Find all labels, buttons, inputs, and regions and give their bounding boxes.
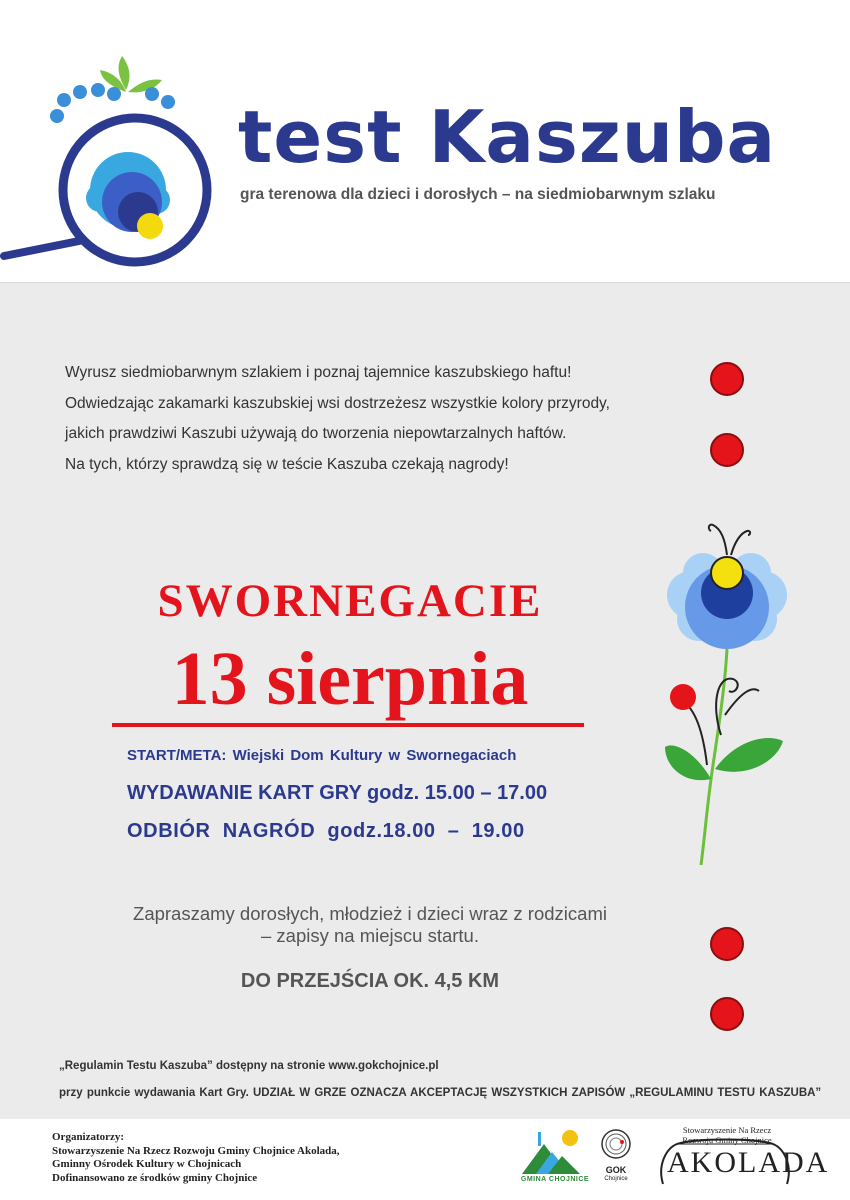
gok-label: GOK: [605, 1165, 627, 1175]
akolada-caption: Stowarzyszenie Na Rzecz Rozwoju Gminy Chojnice: [682, 1125, 772, 1145]
red-dot-icon: [710, 927, 744, 961]
distance-info: DO PRZEJŚCIA OK. 4,5 KM: [240, 970, 500, 992]
intro-line: Wyrusz siedmiobarwnym szlakiem i poznaj tajemnice kaszubskiego haftu!: [65, 364, 572, 381]
rules-line: „Regulamin Testu Kaszuba” dostępny na stronie www.gokchojnice.pl: [59, 1060, 439, 1072]
organizers-block: [52, 1131, 452, 1185]
gok-logo-icon: [599, 1126, 633, 1166]
akolada-name: AKOLADA: [667, 1146, 830, 1179]
red-dot-icon: [710, 362, 744, 396]
invitation-line: – zapisy na miejscu startu.: [261, 925, 479, 946]
organizer-line: Dofinansowano ze środków gminy Chojnice: [52, 1171, 258, 1184]
gok-sublabel: Chojnice: [604, 1176, 628, 1182]
event-place: SWORNEGACIE: [157, 575, 543, 627]
intro-text: [65, 358, 673, 480]
invitation-line: Zapraszamy dorosłych, młodzież i dzieci wraz z rodzicami: [133, 903, 607, 924]
gmina-chojnice-logo-icon: [514, 1124, 594, 1194]
red-dot-icon: [710, 997, 744, 1031]
page-subtitle: gra terenowa dla dzieci i dorosłych – na siedmiobarwnym szlaku: [240, 186, 716, 203]
date-underline: [112, 723, 584, 727]
organizers-title: Organizatorzy:: [52, 1131, 125, 1143]
organizer-line: Stowarzyszenie Na Rzecz Rozwoju Gminy Chojnice Akolada,: [52, 1144, 340, 1157]
intro-line: Odwiedzając zakamarki kaszubskiej wsi dostrzeżesz wszystkie kolory przyrody,: [65, 394, 610, 412]
start-meta-info: START/META: Wiejski Dom Kultury w Swornegaciach: [127, 747, 517, 764]
intro-line: jakich prawdziwi Kaszubi używają do tworzenia niepowtarzalnych haftów.: [65, 425, 567, 442]
organizer-line: Gminny Ośrodek Kultury w Chojnicach: [52, 1158, 242, 1170]
kashubian-flower-icon: [655, 515, 795, 875]
intro-line: Na tych, którzy sprawdzą się w teście Kaszuba czekają nagrody!: [65, 455, 509, 473]
event-date: 13 sierpnia: [171, 637, 529, 721]
invitation-text: [60, 903, 680, 947]
cards-hours-info: WYDAWANIE KART GRY godz. 15.00 – 17.00: [127, 782, 548, 804]
header: [0, 0, 850, 282]
page-title: test Kaszuba: [238, 95, 777, 179]
gmina-label: GMINA CHOJNICE: [520, 1176, 590, 1183]
rules-line: przy punkcie wydawania Kart Gry. UDZIAŁ W GRZE OZNACZA AKCEPTACJĘ WSZYSTKICH ZAPISÓW „REGULAMINU TESTU KASZUBA”: [59, 1087, 822, 1099]
prizes-hours-info: ODBIÓR NAGRÓD godz.18.00 – 19.00: [127, 820, 525, 842]
test-kaszuba-logo-icon: [0, 50, 260, 280]
red-dot-icon: [710, 433, 744, 467]
